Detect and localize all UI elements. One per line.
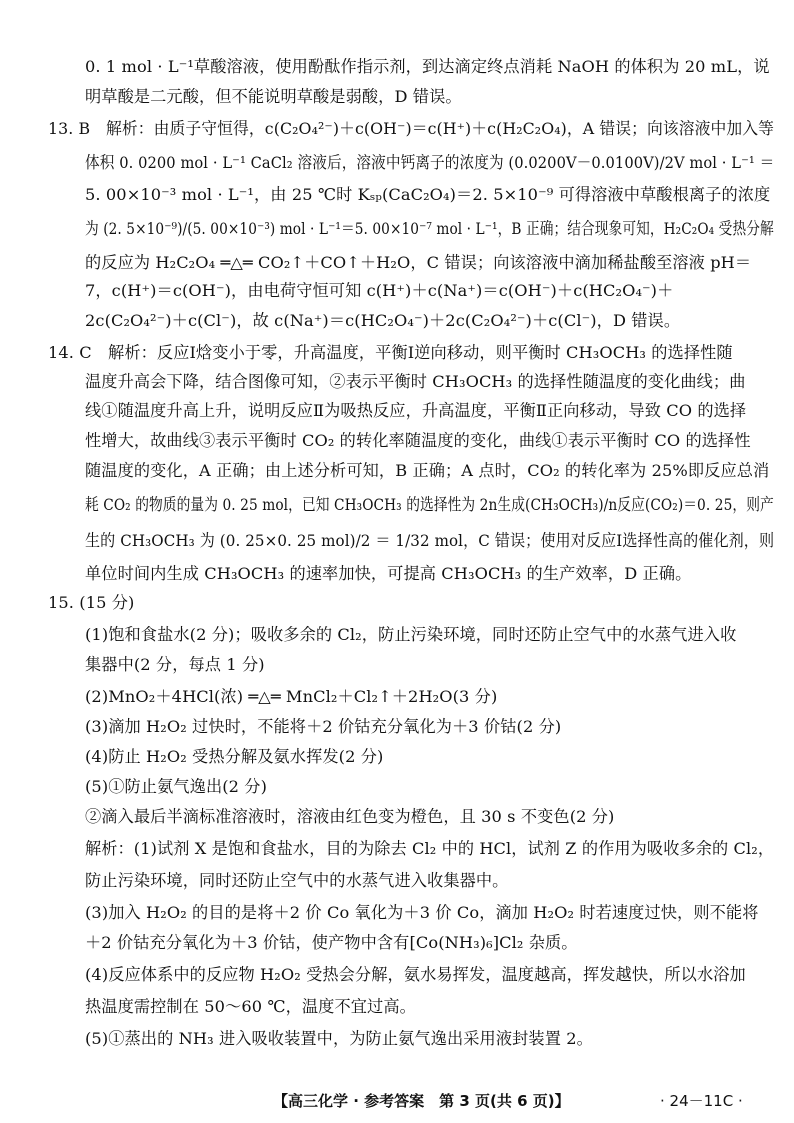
text-line: 单位时间内生成 CH₃OCH₃ 的速率加快，可提高 CH₃OCH₃ 的生产效率，D 正确。	[85, 564, 692, 583]
text-line: ②滴入最后半滴标准溶液时，溶液由红色变为橙色，且 30 s 不变色(2 分)	[85, 807, 615, 826]
text-line: (2)MnO₂＋4HCl(浓) ═△═ MnCl₂＋Cl₂↑＋2H₂O(3 分)	[85, 687, 498, 706]
text-line: (1)饱和食盐水(2 分)；吸收多余的 Cl₂，防止污染环境，同时还防止空气中的水蒸气进入收	[85, 625, 737, 644]
footer-page-info: 【高三化学 · 参考答案 第 3 页(共 6 页)】	[273, 1092, 570, 1110]
text-line: (3)滴加 H₂O₂ 过快时，不能将＋2 价钴充分氧化为＋3 价钴(2 分)	[85, 717, 562, 736]
text-line: 0. 1 mol · L⁻¹草酸溶液，使用酚酞作指示剂，到达滴定终点消耗 NaOH 的体积为 20 mL，说	[85, 57, 770, 76]
text-line: 5. 00×10⁻³ mol · L⁻¹，由 25 ℃时 Kₛₚ(CaC₂O₄)＝2. 5×10⁻⁹ 可得溶液中草酸根离子的浓度	[85, 185, 771, 204]
text-line: 温度升高会下降，结合图像可知，②表示平衡时 CH₃OCH₃ 的选择性随温度的变化曲线；曲	[85, 372, 746, 391]
text-line: 线①随温度升高上升，说明反应Ⅱ为吸热反应，升高温度，平衡Ⅱ正向移动，导致 CO 的选择	[85, 401, 747, 420]
text-line: (4)防止 H₂O₂ 受热分解及氨水挥发(2 分)	[85, 747, 384, 766]
text-line: 为 (2. 5×10⁻⁹)/(5. 00×10⁻³) mol · L⁻¹＝5. 00×10⁻⁷ mol · L⁻¹，B 正确；结合现象可知，H₂C₂O₄ 受热分解	[85, 219, 774, 238]
text-line: 13. B 解析：由质子守恒得，c(C₂O₄²⁻)＋c(OH⁻)＝c(H⁺)＋c(H₂C₂O₄)，A 错误；向该溶液中加入等	[48, 119, 774, 138]
text-line: (5)①蒸出的 NH₃ 进入吸收装置中，为防止氨气逸出采用液封装置 2。	[85, 1029, 593, 1048]
text-line: 生的 CH₃OCH₃ 为 (0. 25×0. 25 mol)/2 ＝ 1/32 mol，C 错误；使用对反应Ⅰ选择性高的催化剂，则	[85, 531, 775, 550]
text-line: 解析：(1)试剂 X 是饱和食盐水，目的为除去 Cl₂ 中的 HCl，试剂 Z 的作用为吸收多余的 Cl₂，	[85, 839, 775, 858]
text-line: (4)反应体系中的反应物 H₂O₂ 受热会分解，氨水易挥发，温度越高，挥发越快，所以水浴加	[85, 965, 746, 984]
text-line: 防止污染环境，同时还防止空气中的水蒸气进入收集器中。	[85, 871, 509, 890]
text-line: 15. (15 分)	[48, 593, 135, 612]
text-line: 性增大，故曲线③表示平衡时 CO₂ 的转化率随温度的变化，曲线①表示平衡时 CO 的选择性	[85, 431, 751, 450]
text-line: (5)①防止氨气逸出(2 分)	[85, 777, 268, 796]
text-line: 随温度的变化，A 正确；由上述分析可知，B 正确；A 点时，CO₂ 的转化率为 25%即反应总消	[85, 461, 770, 480]
text-line: 体积 0. 0200 mol · L⁻¹ CaCl₂ 溶液后，溶液中钙离子的浓度为 (0.0200V－0.0100V)/2V mol · L⁻¹ ＝	[85, 153, 775, 172]
text-line: 耗 CO₂ 的物质的量为 0. 25 mol，已知 CH₃OCH₃ 的选择性为 2n生成(CH₃OCH₃)/n反应(CO₂)＝0. 25，则产	[85, 495, 774, 514]
text-line: (3)加入 H₂O₂ 的目的是将＋2 价 Co 氧化为＋3 价 Co，滴加 H₂O₂ 时若速度过快，则不能将	[85, 903, 759, 922]
text-line: 明草酸是二元酸，但不能说明草酸是弱酸，D 错误。	[85, 87, 462, 106]
text-line: 2c(C₂O₄²⁻)＋c(Cl⁻)，故 c(Na⁺)＝c(HC₂O₄⁻)＋2c(C₂O₄²⁻)＋c(Cl⁻)，D 错误。	[85, 311, 681, 330]
text-line: 7，c(H⁺)＝c(OH⁻)，由电荷守恒可知 c(H⁺)＋c(Na⁺)＝c(OH⁻)＋c(HC₂O₄⁻)＋	[85, 281, 674, 300]
text-line: 的反应为 H₂C₂O₄ ═△═ CO₂↑＋CO↑＋H₂O，C 错误；向该溶液中滴加稀盐酸至溶液 pH＝	[85, 253, 752, 272]
footer-code: · 24－11C ·	[660, 1092, 743, 1110]
text-line: ＋2 价钴充分氧化为＋3 价钴，使产物中含有[Co(NH₃)₆]Cl₂ 杂质。	[85, 933, 578, 952]
text-line: 14. C 解析：反应Ⅰ焓变小于零，升高温度，平衡Ⅰ逆向移动，则平衡时 CH₃OCH₃ 的选择性随	[48, 343, 733, 362]
text-line: 集器中(2 分，每点 1 分)	[85, 655, 265, 674]
text-line: 热温度需控制在 50～60 ℃，温度不宜过高。	[85, 997, 416, 1016]
